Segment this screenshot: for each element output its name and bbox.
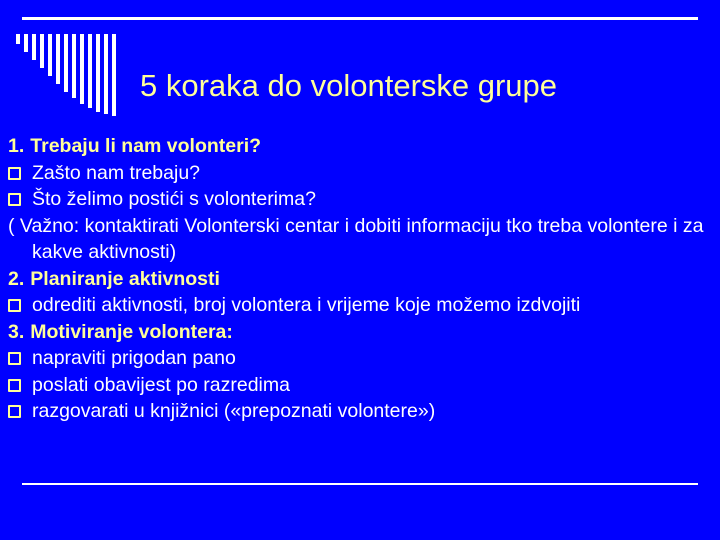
- bullet-text: razgovarati u knjižnici («prepoznati volontere»): [32, 400, 436, 422]
- step-number: 2.: [8, 267, 25, 290]
- bar: [80, 34, 84, 104]
- step-heading: Motiviranje volontera:: [30, 320, 233, 343]
- slide-title: 5 koraka do volonterske grupe: [140, 68, 558, 103]
- bar: [24, 34, 28, 52]
- step-heading: Trebaju li nam volonteri?: [30, 135, 262, 157]
- hollow-square-icon: [8, 405, 21, 418]
- step-1: [8, 133, 713, 160]
- step-heading: Planiranje aktivnosti: [30, 267, 220, 290]
- list-item: [8, 160, 713, 187]
- bar: [16, 34, 20, 44]
- hollow-square-icon: [8, 167, 21, 180]
- step-2: [8, 266, 713, 293]
- list-item: [8, 398, 713, 425]
- list-item: [8, 186, 713, 213]
- list-item: [8, 345, 713, 372]
- hollow-square-icon: [8, 193, 21, 206]
- bar: [56, 34, 60, 84]
- bar: [96, 34, 100, 112]
- step-number: 1.: [8, 135, 25, 157]
- bar: [104, 34, 108, 114]
- hollow-square-icon: [8, 379, 21, 392]
- bullet-text: Što želimo postići s volonterima?: [32, 188, 316, 210]
- bar: [88, 34, 92, 108]
- bullet-text: odrediti aktivnosti, broj volontera i vrijeme koje možemo izdvojiti: [32, 294, 581, 316]
- bar: [40, 34, 44, 68]
- slide-body: [8, 133, 713, 425]
- hollow-square-icon: [8, 299, 21, 312]
- bullet-text: napraviti prigodan pano: [32, 347, 236, 369]
- step-3: [8, 319, 713, 346]
- top-divider: [22, 17, 698, 20]
- hollow-square-icon: [8, 352, 21, 365]
- bar: [64, 34, 68, 92]
- bullet-text: Zašto nam trebaju?: [32, 161, 201, 184]
- note-text: ( Važno: kontaktirati Volonterski centar i dobiti informaciju tko treba volontere i za kakve aktivnosti): [8, 214, 704, 263]
- bar: [32, 34, 36, 60]
- bar: [72, 34, 76, 98]
- list-item: [8, 292, 713, 319]
- step-number: 3.: [8, 320, 25, 343]
- bullet-text: poslati obavijest po razredima: [32, 373, 290, 396]
- list-item: [8, 372, 713, 399]
- bar: [48, 34, 52, 76]
- bottom-divider: [22, 483, 698, 485]
- bar: [112, 34, 116, 116]
- decorative-bars: [16, 34, 126, 116]
